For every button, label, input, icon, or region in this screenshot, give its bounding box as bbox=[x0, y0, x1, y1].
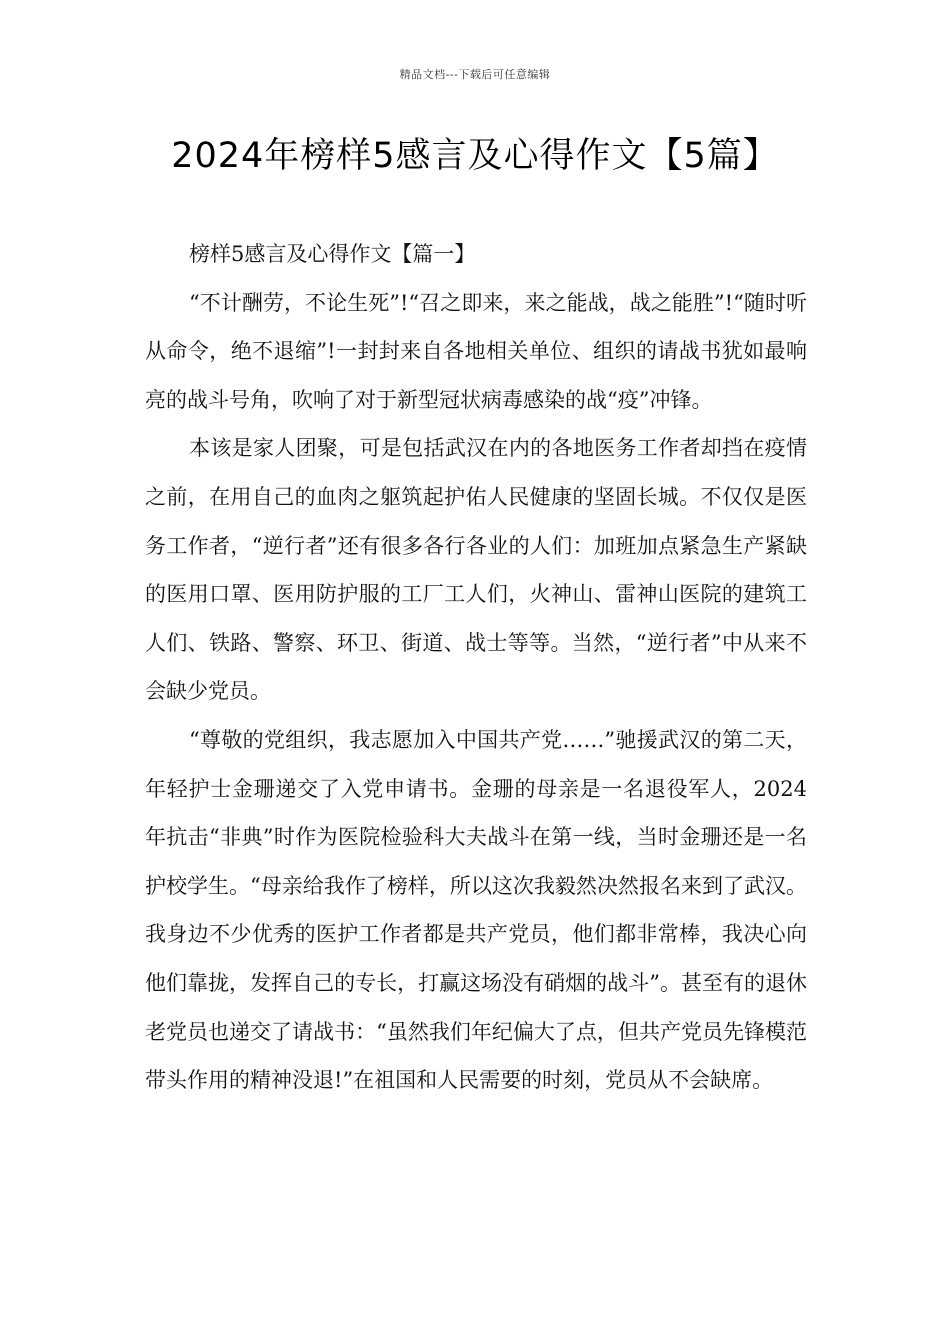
document-body bbox=[145, 230, 807, 1105]
document-title: 2024年榜样5感言及心得作文【5篇】 bbox=[171, 136, 779, 176]
paragraph: “尊敬的党组织，我志愿加入中国共产党……”驰援武汉的第二天，年轻护士金珊递交了入党申请书。金珊的母亲是一名退役军人，2024年抗击“非典”时作为医院检验科大夫战斗在第一线，当时金珊还是一名护校学生。“母亲给我作了榜样，所以这次我毅然决然报名来到了武汉。我身边不少优秀的医护工作者都是共产党员，他们都非常棒，我决心向他们靠拢，发挥自己的专长，打赢这场没有硝烟的战斗”。甚至有的退休老党员也递交了请战书：“虽然我们年纪偏大了点，但共产党员先锋模范带头作用的精神没退!”在祖国和人民需要的时刻，党员从不会缺席。 bbox=[145, 727, 807, 1093]
paragraph: “不计酬劳，不论生死”!“召之即来，来之能战，战之能胜”!“随时听从命令，绝不退缩”!一封封来自各地相关单位、组织的请战书犹如最响亮的战斗号角，吹响了对于新型冠状病毒感染的战“疫”冲锋。 bbox=[145, 290, 807, 412]
header-note: 精品文档---下载后可任意编辑 bbox=[399, 68, 551, 81]
paragraph: 本该是家人团聚，可是包括武汉在内的各地医务工作者却挡在疫情之前，在用自己的血肉之躯筑起护佑人民健康的坚固长城。不仅仅是医务工作者，“逆行者”还有很多各行各业的人们：加班加点紧急生产紧缺的医用口罩、医用防护服的工厂工人们，火神山、雷神山医院的建筑工人们、铁路、警察、环卫、街道、战士等等。当然，“逆行者”中从来不会缺少党员。 bbox=[145, 436, 807, 704]
section-heading: 榜样5感言及心得作文【篇一】 bbox=[189, 242, 476, 266]
